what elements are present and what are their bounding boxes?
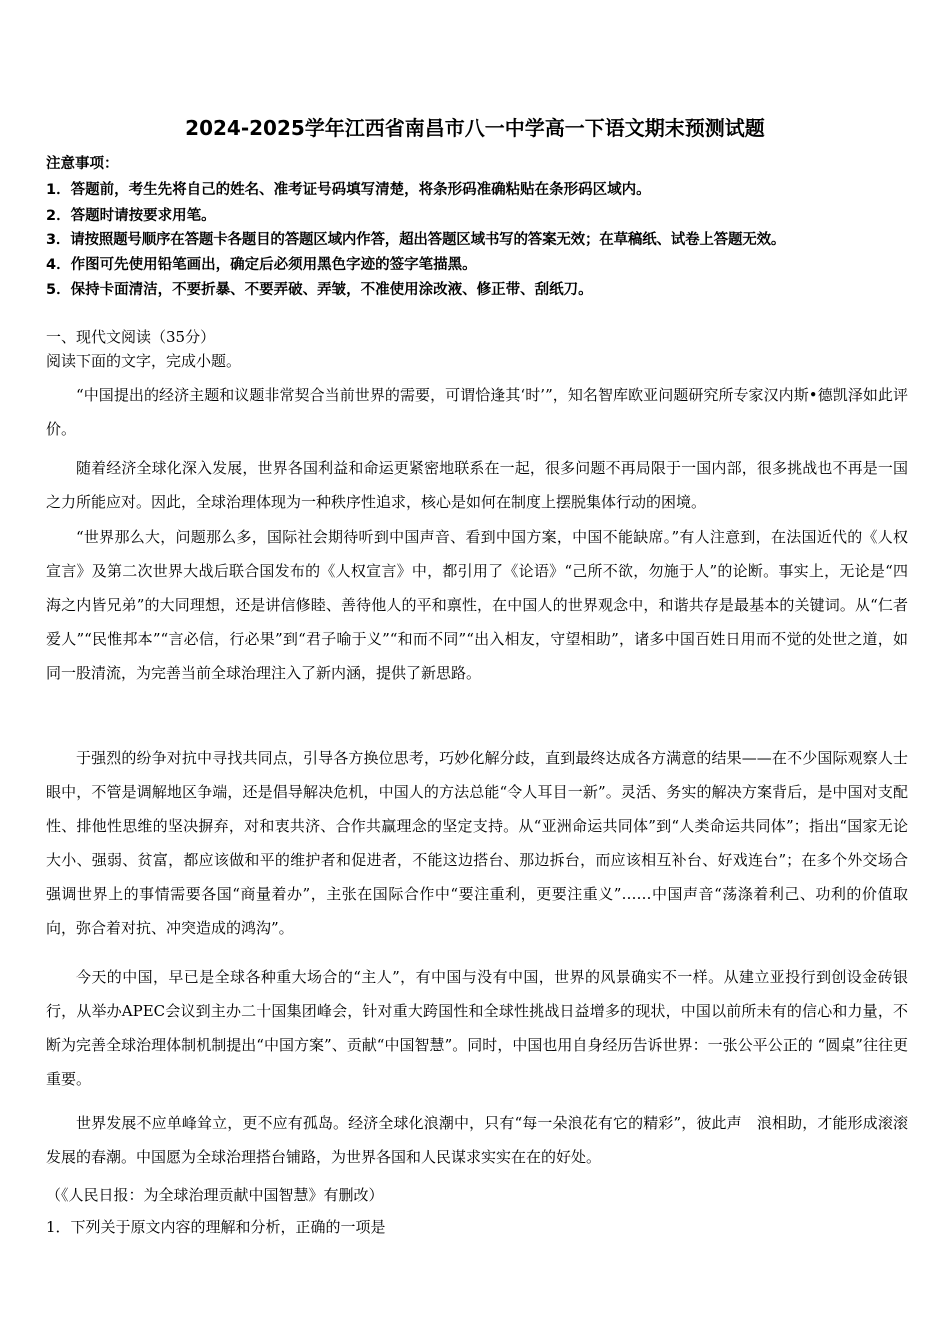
notice-heading: 注意事项： bbox=[46, 156, 119, 172]
paragraph-6: 世界发展不应单峰耸立，更不应有孤岛。经济全球化浪潮中，只有“每一朵浪花有它的精彩”，彼此声 浪相助，才能形成滚滚发展的春潮。中国愿为全球治理搭台铺路，为世界各国和人民谋求实实在在的好处。 bbox=[46, 1114, 908, 1166]
paragraph-4: 于强烈的纷争对抗中寻找共同点，引导各方换位思考，巧妙化解分歧，直到最终达成各方满意的结果——在不少国际观察人士眼中，不管是调解地区争端，还是倡导解决危机，中国人的方法总能“令人耳目一新”。灵活、务实的解决方案背后，是中国对支配性、排他性思维的坚决摒弃，对和衷共济、合作共赢理念的坚定支持。从“亚洲命运共同体”到“人类命运共同体”；指出“国家无论大小、强弱、贫富，都应该做和平的维护者和促进者，不能这边搭台、那边拆台，而应该相互补台、好戏连台”；在多个外交场合强调世界上的事情需要各国“商量着办”，主张在国际合作中“要注重利，更要注重义”……中国声音“荡涤着利己、功利的价值取向，弥合着对抗、冲突造成的鸿沟”。 bbox=[46, 749, 908, 937]
exam-title: 2024-2025学年江西省南昌市八一中学高一下语文期末预测试题 bbox=[185, 116, 765, 140]
section-heading: 一、现代文阅读（35分） bbox=[46, 328, 216, 346]
paragraph-3: “世界那么大，问题那么多，国际社会期待听到中国声音、看到中国方案，中国不能缺席。”有人注意到，在法国近代的《人权宣言》及第二次世界大战后联合国发布的《人权宣言》中，都引用了《论语》“己所不欲，勿施于人”的论断。事实上，无论是“四海之内皆兄弟”的大同理想，还是讲信修睦、善待他人的平和禀性，在中国人的世界观念中，和谐共存是最基本的关键词。从“仁者爱人”“民惟邦本”“言必信，行必果”到“君子喻于义”“和而不同”“出入相友，守望相助”，诸多中国百姓日用而不觉的处世之道，如同一股清流，为完善当前全球治理注入了新内涵，提供了新思路。 bbox=[46, 528, 908, 682]
notice-item-3: 3．请按照题号顺序在答题卡各题目的答题区域内作答，超出答题区域书写的答案无效；在草稿纸、试卷上答题无效。 bbox=[46, 232, 786, 248]
notice-item-4: 4．作图可先使用铅笔画出，确定后必须用黑色字迹的签字笔描黑。 bbox=[46, 257, 477, 273]
paragraph-5: 今天的中国，早已是全球各种重大场合的“主人”，有中国与没有中国，世界的风景确实不一样。从建立亚投行到创设金砖银行，从举办APEC会议到主办二十国集团峰会，针对重大跨国性和全球性挑战日益增多的现状，中国以前所未有的信心和力量，不断为完善全球治理体制机制提出“中国方案”、贡献“中国智慧”。同时，中国也用自身经历告诉世界：一张公平公正的 “圆桌”往往更重要。 bbox=[46, 968, 908, 1088]
question-1: 1．下列关于原文内容的理解和分析，正确的一项是 bbox=[46, 1218, 386, 1236]
notice-item-1: 1．答题前，考生先将自己的姓名、准考证号码填写清楚，将条形码准确粘贴在条形码区域内。 bbox=[46, 182, 651, 198]
notice-item-2: 2．答题时请按要求用笔。 bbox=[46, 208, 216, 224]
notice-item-5: 5．保持卡面清洁，不要折暴、不要弄破、弄皱，不准使用涂改液、修正带、刮纸刀。 bbox=[46, 282, 593, 298]
source-citation: （《人民日报：为全球治理贡献中国智慧》有删改） bbox=[46, 1186, 384, 1204]
reading-instruction: 阅读下面的文字，完成小题。 bbox=[46, 352, 242, 370]
paragraph-1: “中国提出的经济主题和议题非常契合当前世界的需要，可谓恰逢其‘时’”，知名智库欧亚问题研究所专家汉内斯•德凯泽如此评价。 bbox=[46, 386, 908, 438]
paragraph-2: 随着经济全球化深入发展，世界各国利益和命运更紧密地联系在一起，很多问题不再局限于一国内部，很多挑战也不再是一国之力所能应对。因此，全球治理体现为一种秩序性追求，核心是如何在制度上摆脱集体行动的困境。 bbox=[46, 459, 908, 511]
